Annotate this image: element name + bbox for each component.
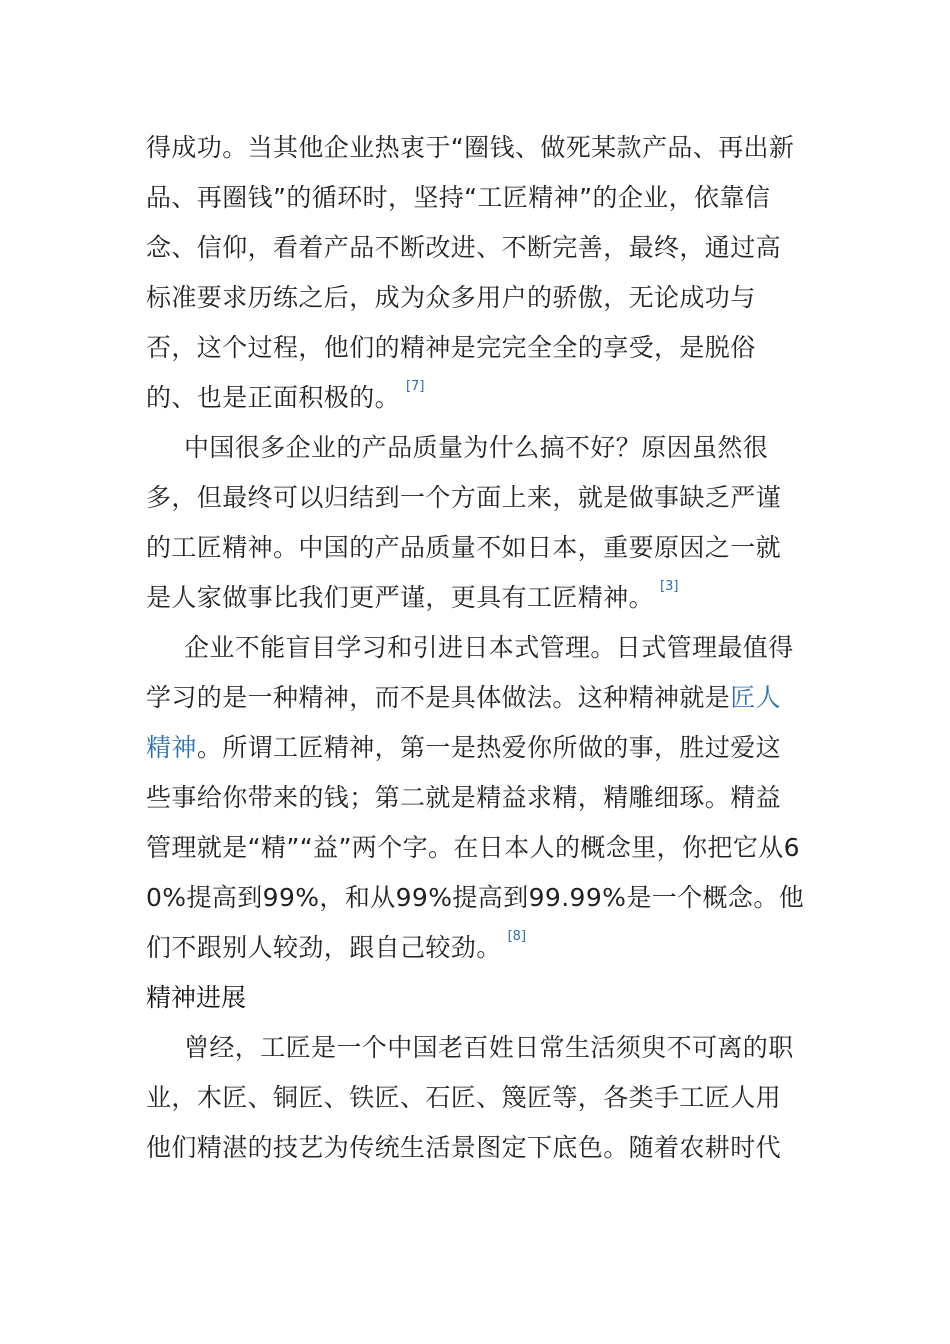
citation-link-8[interactable]: [8] bbox=[507, 929, 527, 944]
craftsman-spirit-link[interactable]: 匠人精神 bbox=[146, 683, 782, 762]
paragraph-2-text: 中国很多企业的产品质量为什么搞不好？原因虽然很多，但最终可以归结到一个方面上来，就是做事缺乏严谨的工匠精神。中国的产品质量不如日本，重要原因之一就是人家做事比我们更严谨，更具有工匠精神。 bbox=[146, 433, 782, 612]
paragraph-3-text-after: 。所谓工匠精神，第一是热爱你所做的事，胜过爱这些事给你带来的钱；第二就是精益求精，精雕细琢。精益管理就是“精”“益”两个字。在日本人的概念里，你把它从60%提高到99%，和从99%提高到99.99%是一个概念。他们不跟别人较劲，跟自己较劲。 bbox=[146, 733, 805, 962]
article-body bbox=[146, 123, 806, 1173]
paragraph-3-text-before: 企业不能盲目学习和引进日本式管理。日式管理最值得学习的是一种精神，而不是具体做法。这种精神就是 bbox=[146, 633, 794, 712]
paragraph-1 bbox=[146, 123, 806, 423]
paragraph-1-text: 得成功。当其他企业热衷于“圈钱、做死某款产品、再出新品、再圈钱”的循环时，坚持“工匠精神”的企业，依靠信念、信仰，看着产品不断改进、不断完善，最终，通过高标准要求历练之后，成为众多用户的骄傲，无论成功与否，这个过程，他们的精神是完完全全的享受，是脱俗的、也是正面积极的。 bbox=[146, 133, 795, 412]
paragraph-3 bbox=[146, 623, 806, 973]
citation-link-7[interactable]: [7] bbox=[406, 379, 425, 394]
paragraph-2 bbox=[146, 423, 806, 623]
section-paragraph: 曾经，工匠是一个中国老百姓日常生活须臾不可离的职业，木匠、铜匠、铁匠、石匠、篾匠等，各类手工匠人用他们精湛的技艺为传统生活景图定下底色。随着农耕时代 bbox=[146, 1033, 794, 1162]
citation-link-3[interactable]: [3] bbox=[660, 579, 679, 594]
section-heading: 精神进展 bbox=[146, 983, 247, 1012]
